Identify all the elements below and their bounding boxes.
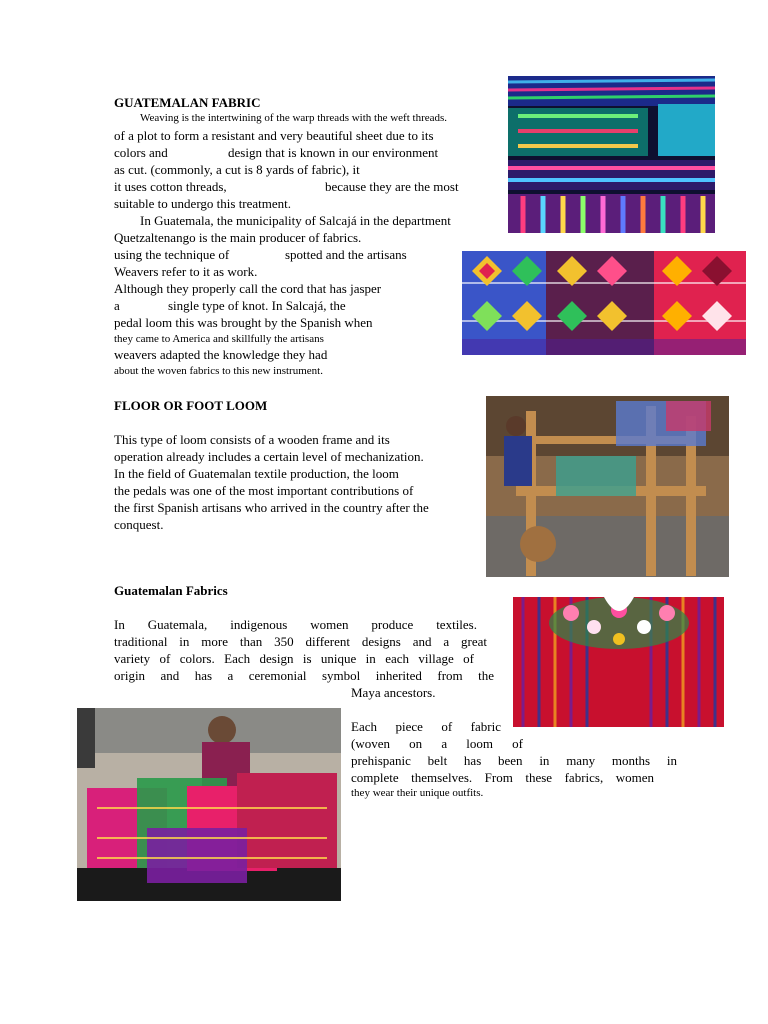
- text-line: Weavers refer to it as work.: [114, 264, 258, 279]
- text-line: design that is known in our environment: [228, 145, 439, 160]
- text-line: Maya ancestors.: [351, 685, 436, 700]
- text-line: they wear their unique outfits.: [351, 787, 484, 799]
- text-line: pedal loom this was brought by the Spanish when: [114, 315, 373, 330]
- text-line: because they are the most: [325, 179, 459, 194]
- text-line: In Guatemala, indigenous women produce textiles.: [114, 617, 477, 632]
- text-line: Weaving is the intertwining of the warp threads with the weft threads.: [140, 112, 448, 124]
- text-line: variety of colors. Each design is unique in each village of: [114, 651, 474, 666]
- text-line: of a plot to form a resistant and very beautiful sheet due to its: [114, 128, 434, 143]
- foot-loom-photo: [486, 396, 729, 577]
- text-line: about the woven fabrics to this new instrument.: [114, 365, 323, 377]
- text-line: the pedals was one of the most important contributions of: [114, 483, 414, 498]
- text-line: suitable to undergo this treatment.: [114, 196, 292, 211]
- text-line: complete themselves. From these fabrics, women: [351, 770, 654, 785]
- text-line: colors and: [114, 145, 168, 160]
- section-title-guatemalan-fabric: GUATEMALAN FABRIC: [114, 95, 261, 110]
- diamond-pattern-fabrics-photo: [462, 251, 746, 355]
- text-line: Quetzaltenango is the main producer of fabrics.: [114, 230, 362, 245]
- text-line: In Guatemala, the municipality of Salcajá in the department: [140, 213, 451, 228]
- text-line: traditional in more than 350 different designs and a great: [114, 634, 487, 649]
- text-line: Although they properly call the cord that has jasper: [114, 281, 382, 296]
- text-line: operation already includes a certain level of mechanization.: [114, 449, 424, 464]
- text-line: prehispanic belt has been in many months in: [351, 753, 677, 768]
- text-line: conquest.: [114, 517, 164, 532]
- woven-fabrics-stack-photo: [508, 76, 715, 233]
- section-title-guatemalan-fabrics: Guatemalan Fabrics: [114, 583, 228, 598]
- text-line: as cut. (commonly, a cut is 8 yards of fabric), it: [114, 162, 360, 177]
- text-line: it uses cotton threads,: [114, 179, 227, 194]
- text-line: they came to America and skillfully the artisans: [114, 333, 324, 345]
- section-title-foot-loom: FLOOR OR FOOT LOOM: [114, 398, 268, 413]
- red-huipil-photo: [509, 595, 728, 735]
- text-line: single type of knot. In Salcajá, the: [168, 298, 346, 313]
- text-line: using the technique of: [114, 247, 230, 262]
- text-line: the first Spanish artisans who arrived in the country after the: [114, 500, 429, 515]
- text-line: weavers adapted the knowledge they had: [114, 347, 328, 362]
- text-line: spotted and the artisans: [285, 247, 407, 262]
- text-line: origin and has a ceremonial symbol inherited from the: [114, 668, 494, 683]
- text-line: (woven on a loom of: [351, 736, 523, 751]
- text-line: Each piece of fabric: [351, 719, 501, 734]
- text-line: In the field of Guatemalan textile production, the loom: [114, 466, 399, 481]
- market-textiles-photo: [77, 708, 341, 901]
- text-line: This type of loom consists of a wooden frame and its: [114, 432, 390, 447]
- text-line: a: [114, 298, 120, 313]
